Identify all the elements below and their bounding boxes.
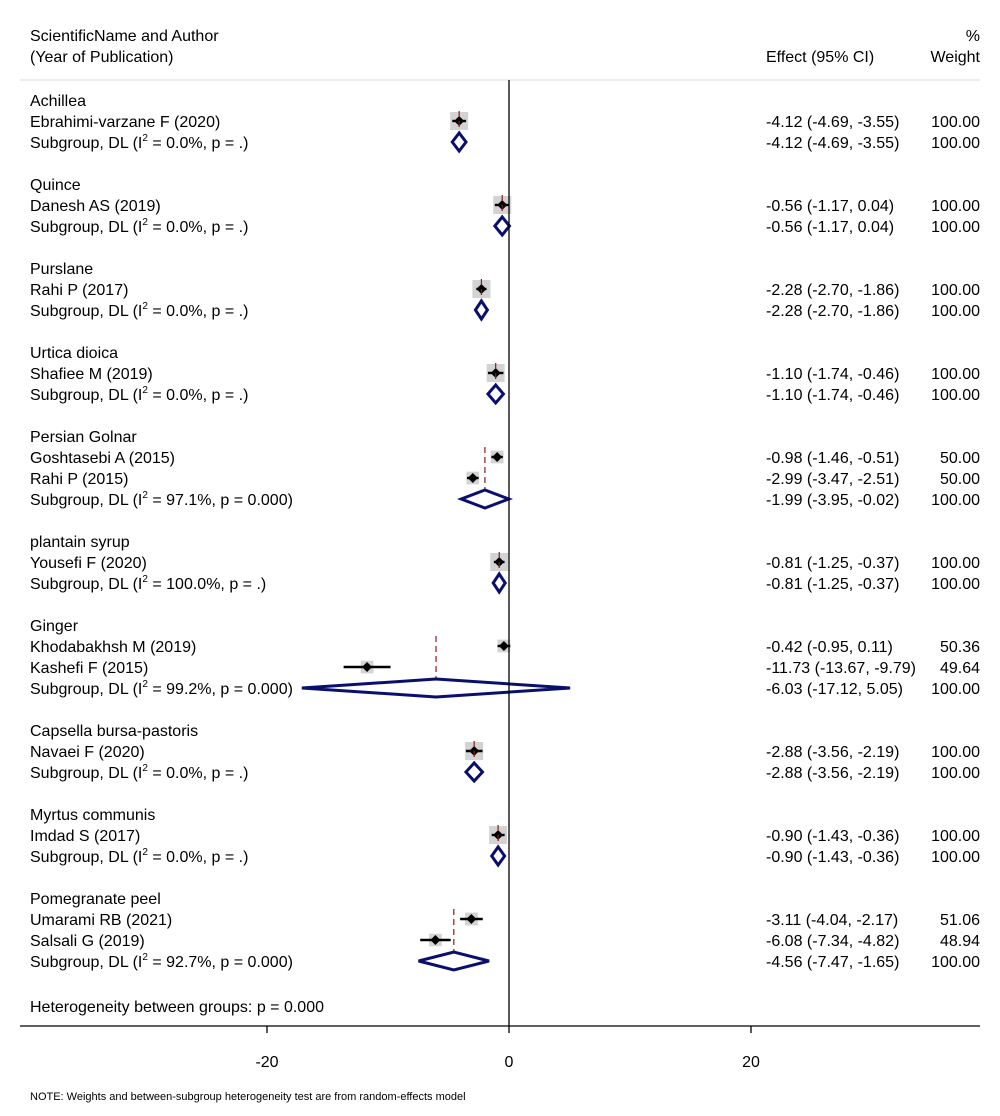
study-label: Imdad S (2017) [30, 828, 141, 845]
study-weight: 51.06 [939, 912, 980, 929]
subgroup-weight: 100.00 [931, 303, 980, 320]
subgroup-weight: 100.00 [931, 135, 980, 152]
subgroup-label-post: = 0.0%, p = .) [147, 849, 249, 866]
study-weight: 50.00 [939, 471, 980, 488]
x-axis-ticks [255, 1026, 760, 1071]
subgroup-effect-ci: -2.88 (-3.56, -2.19) [766, 765, 900, 782]
subgroup-block [30, 345, 980, 404]
study-weight: 48.94 [939, 933, 980, 950]
footnote: NOTE: Weights and between-subgroup heterogeneity test are from random-effects model [30, 1091, 466, 1103]
subgroup-label-pre: Subgroup, DL (I [30, 387, 143, 404]
subgroup-label [30, 679, 293, 698]
study-weight: 100.00 [931, 282, 980, 299]
subgroup-block [30, 891, 980, 971]
x-tick-label: 20 [742, 1054, 760, 1071]
subgroup-label-pre: Subgroup, DL (I [30, 849, 143, 866]
subgroup-effect-ci: -4.12 (-4.69, -3.55) [766, 135, 900, 152]
subgroup-block [30, 723, 980, 782]
subgroup-diamond [466, 763, 483, 781]
forest-rows [30, 93, 980, 971]
subgroup-weight: 100.00 [931, 576, 980, 593]
study-weight: 50.00 [939, 450, 980, 467]
study-effect-ci: -4.12 (-4.69, -3.55) [766, 114, 900, 131]
group-title: Urtica dioica [30, 345, 119, 362]
subgroup-label-sup: 2 [142, 490, 148, 501]
subgroup-weight: 100.00 [931, 219, 980, 236]
subgroup-effect-ci: -6.03 (-17.12, 5.05) [766, 681, 903, 698]
subgroup-diamond [475, 301, 487, 319]
subgroup-label-pre: Subgroup, DL (I [30, 303, 143, 320]
subgroup-diamond [492, 847, 505, 865]
study-weight: 50.36 [939, 639, 980, 656]
subgroup-effect-ci: -1.99 (-3.95, -0.02) [766, 492, 900, 509]
header-effect: Effect (95% CI) [766, 49, 875, 66]
study-label: Navaei F (2020) [30, 744, 145, 761]
subgroup-label-pre: Subgroup, DL (I [30, 576, 143, 593]
subgroup-label [30, 217, 248, 236]
study-weight: 100.00 [931, 744, 980, 761]
subgroup-weight: 100.00 [931, 765, 980, 782]
study-weight: 49.64 [939, 660, 980, 677]
subgroup-diamond [493, 574, 505, 592]
study-effect-ci: -2.99 (-3.47, -2.51) [766, 471, 900, 488]
study-label: Ebrahimi-varzane F (2020) [30, 114, 221, 131]
subgroup-diamond [488, 385, 503, 403]
subgroup-effect-ci: -0.56 (-1.17, 0.04) [766, 219, 895, 236]
subgroup-weight: 100.00 [931, 954, 980, 971]
study-effect-ci: -2.88 (-3.56, -2.19) [766, 744, 900, 761]
study-label: Umarami RB (2021) [30, 912, 173, 929]
subgroup-weight: 100.00 [931, 849, 980, 866]
subgroup-label-pre: Subgroup, DL (I [30, 681, 143, 698]
subgroup-weight: 100.00 [931, 387, 980, 404]
subgroup-label-post: = 0.0%, p = .) [147, 765, 249, 782]
subgroup-effect-ci: -0.81 (-1.25, -0.37) [766, 576, 900, 593]
header-col1-line2: (Year of Publication) [30, 49, 174, 66]
subgroup-block [30, 93, 980, 152]
subgroup-label-sup: 2 [142, 301, 148, 312]
study-effect-ci: -0.81 (-1.25, -0.37) [766, 555, 900, 572]
subgroup-label-post: = 0.0%, p = .) [147, 219, 249, 236]
study-label: Goshtasebi A (2015) [30, 450, 175, 467]
group-title: Capsella bursa-pastoris [30, 723, 199, 740]
study-label: Rahi P (2017) [30, 282, 129, 299]
subgroup-label-pre: Subgroup, DL (I [30, 135, 143, 152]
study-label: Kashefi F (2015) [30, 660, 149, 677]
subgroup-diamond [419, 952, 489, 970]
subgroup-weight: 100.00 [931, 681, 980, 698]
subgroup-label-post: = 0.0%, p = .) [147, 303, 249, 320]
header-weight: Weight [930, 49, 980, 66]
subgroup-label-sup: 2 [142, 385, 148, 396]
study-label: Khodabakhsh M (2019) [30, 639, 197, 656]
subgroup-diamond [452, 133, 466, 151]
subgroup-label-post: = 100.0%, p = .) [147, 576, 267, 593]
study-label: Danesh AS (2019) [30, 198, 161, 215]
study-label: Shafiee M (2019) [30, 366, 153, 383]
subgroup-label-pre: Subgroup, DL (I [30, 765, 143, 782]
study-weight: 100.00 [931, 555, 980, 572]
subgroup-label [30, 301, 248, 320]
subgroup-block [30, 429, 980, 509]
header-weight-pct: % [965, 28, 980, 45]
study-weight: 100.00 [931, 828, 980, 845]
subgroup-block [30, 618, 980, 698]
subgroup-label-sup: 2 [142, 847, 148, 858]
subgroup-label [30, 133, 248, 152]
subgroup-label-sup: 2 [142, 574, 148, 585]
subgroup-effect-ci: -2.28 (-2.70, -1.86) [766, 303, 900, 320]
subgroup-diamond [495, 217, 510, 235]
subgroup-label [30, 490, 293, 509]
subgroup-label-sup: 2 [142, 952, 148, 963]
group-title: Persian Golnar [30, 429, 137, 446]
subgroup-label-sup: 2 [142, 133, 148, 144]
subgroup-label-sup: 2 [142, 217, 148, 228]
study-effect-ci: -11.73 (-13.67, -9.79) [766, 660, 917, 677]
group-title: Pomegranate peel [30, 891, 161, 908]
subgroup-label-pre: Subgroup, DL (I [30, 219, 143, 236]
subgroup-label [30, 847, 248, 866]
subgroup-block [30, 534, 980, 593]
subgroup-block [30, 177, 980, 236]
subgroup-effect-ci: -0.90 (-1.43, -0.36) [766, 849, 900, 866]
group-title: Myrtus communis [30, 807, 156, 824]
study-effect-ci: -3.11 (-4.04, -2.17) [766, 912, 899, 929]
subgroup-label-post: = 0.0%, p = .) [147, 135, 249, 152]
subgroup-weight: 100.00 [931, 492, 980, 509]
heterogeneity-text: Heterogeneity between groups: p = 0.000 [30, 999, 324, 1016]
study-effect-ci: -0.42 (-0.95, 0.11) [766, 639, 893, 656]
subgroup-label-post: = 0.0%, p = .) [147, 387, 249, 404]
group-title: Ginger [30, 618, 79, 635]
study-effect-ci: -0.56 (-1.17, 0.04) [766, 198, 895, 215]
study-label: Rahi P (2015) [30, 471, 129, 488]
subgroup-effect-ci: -4.56 (-7.47, -1.65) [766, 954, 900, 971]
header-col1-line1: ScientificName and Author [30, 28, 219, 45]
subgroup-label-post: = 92.7%, p = 0.000) [147, 954, 293, 971]
study-label: Yousefi F (2020) [30, 555, 147, 572]
subgroup-diamond [302, 679, 570, 697]
subgroup-label-post: = 97.1%, p = 0.000) [147, 492, 293, 509]
subgroup-label [30, 574, 266, 593]
subgroup-label [30, 952, 293, 971]
group-title: plantain syrup [30, 534, 130, 551]
subgroup-label-post: = 99.2%, p = 0.000) [147, 681, 293, 698]
subgroup-label-pre: Subgroup, DL (I [30, 492, 143, 509]
header [30, 28, 981, 66]
study-effect-ci: -2.28 (-2.70, -1.86) [766, 282, 900, 299]
study-weight: 100.00 [931, 366, 980, 383]
subgroup-label [30, 763, 248, 782]
subgroup-label-pre: Subgroup, DL (I [30, 954, 143, 971]
study-effect-ci: -0.98 (-1.46, -0.51) [766, 450, 900, 467]
study-weight: 100.00 [931, 198, 980, 215]
study-label: Salsali G (2019) [30, 933, 145, 950]
study-effect-ci: -6.08 (-7.34, -4.82) [766, 933, 900, 950]
group-title: Achillea [30, 93, 87, 110]
group-title: Purslane [30, 261, 94, 278]
subgroup-block [30, 261, 980, 320]
subgroup-label [30, 385, 248, 404]
study-weight: 100.00 [931, 114, 980, 131]
group-title: Quince [30, 177, 81, 194]
subgroup-effect-ci: -1.10 (-1.74, -0.46) [766, 387, 900, 404]
study-effect-ci: -0.90 (-1.43, -0.36) [766, 828, 900, 845]
x-tick-label: -20 [255, 1054, 279, 1071]
subgroup-diamond [461, 490, 509, 508]
subgroup-label-sup: 2 [142, 763, 148, 774]
subgroup-block [30, 807, 980, 866]
subgroup-label-sup: 2 [142, 679, 148, 690]
study-effect-ci: -1.10 (-1.74, -0.46) [766, 366, 900, 383]
x-tick-label: 0 [504, 1054, 514, 1071]
